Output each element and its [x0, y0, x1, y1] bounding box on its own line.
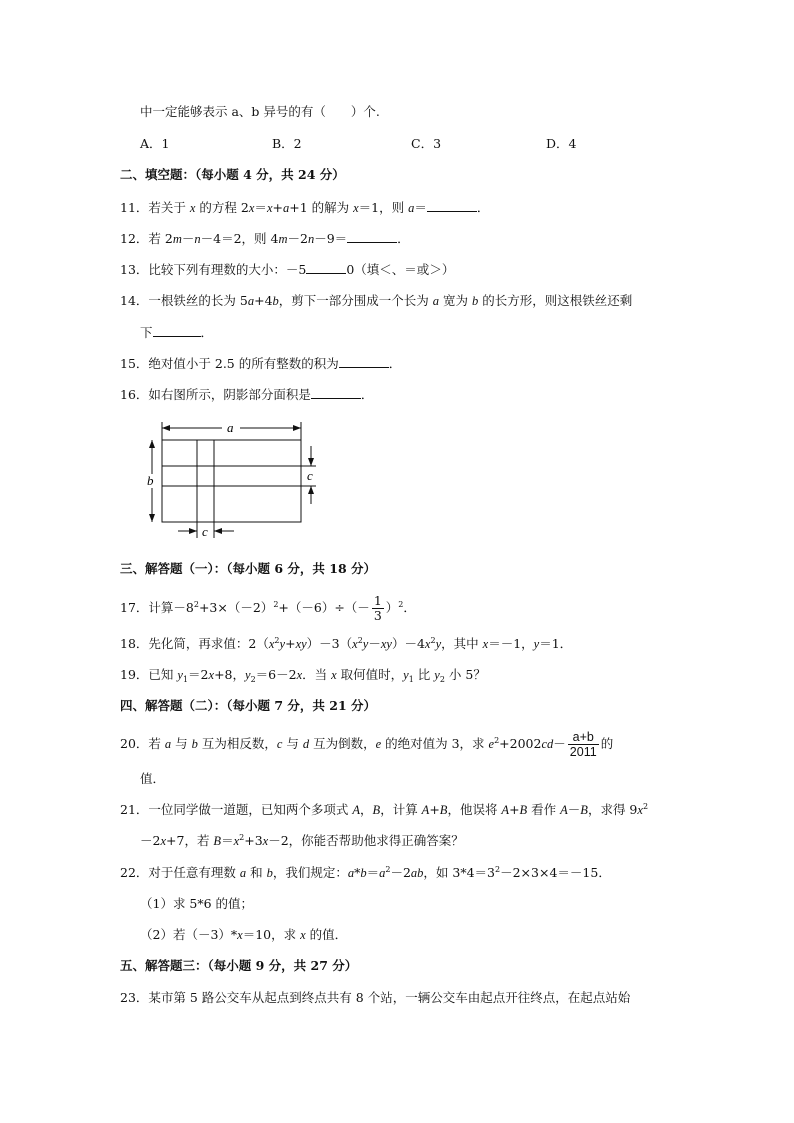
label-c-right: c — [307, 468, 313, 483]
q10-stem-tail: 中一定能够表示 a、b 异号的有（ ）个. — [140, 104, 380, 119]
answer-blank — [306, 261, 346, 274]
question-12: 12．若 2m－n－4＝2，则 4m－2n－9＝ ． — [120, 231, 410, 246]
q10-option-d: D．4 — [546, 136, 577, 151]
question-17: 17．计算$-8^2+3\times(-2)^2+(-6)\div(-$ $\frac{1}{3}$ ）$^2$． — [120, 593, 416, 623]
label-a: a — [227, 420, 234, 435]
question-18: 18．先化简，再求值：$2(x^2y+xy)-3(x^2y-xy)-4x^2y$，其中 x＝－1，y＝1． — [120, 636, 573, 651]
fraction-one-third: $\frac{1}{3}$ — [373, 593, 382, 623]
answer-blank — [347, 230, 397, 243]
question-15: 15．绝对值小于 2.5 的所有整数的积为 ． — [120, 356, 402, 371]
question-14: 14．一根铁丝的长为 5a+4b，剪下一部分围成一个长为 a 宽为 b 的长方形，则这根铁丝还剩 — [120, 293, 633, 308]
question-22-part-2: （2）若（－3）*x＝10，求 x 的值． — [140, 927, 348, 942]
answer-blank — [311, 386, 361, 399]
section-5-title: 五、解答题三：（每小题 9 分，共 27 分） — [120, 958, 358, 973]
question-20: 20．若 a 与 b 互为相反数，c 与 d 互为倒数，e 的绝对值为 3，求 $e^2+2002cd-$ $\frac{a+b}{2011}$ 的 — [120, 730, 614, 759]
label-b: b — [147, 473, 154, 488]
question-13: 13．比较下列有理数的大小：－5 0（填＜、＝或＞） — [120, 262, 455, 277]
q10-option-b: B．2 — [272, 136, 302, 151]
rectangle-figure — [140, 412, 340, 542]
section-3-title: 三、解答题（一）：（每小题 6 分，共 18 分） — [120, 561, 377, 576]
section-2-title: 二、填空题：（每小题 4 分，共 24 分） — [120, 167, 345, 182]
question-21: 21．一位同学做一道题，已知两个多项式 A，B，计算 A+B，他误将 A+B 看作 A－B，求得 $9x^2$ — [120, 802, 649, 817]
outer-rectangle — [162, 440, 301, 522]
question-23: 23．某市第 5 路公交车从起点到终点共有 8 个站，一辆公交车由起点开往终点，在起点站始 — [120, 990, 631, 1005]
fraction-a-plus-b-over-2011: $\frac{a+b}{2011}$ — [569, 730, 597, 759]
answer-blank — [339, 355, 389, 368]
q10-option-a: A．1 — [140, 136, 170, 151]
question-14-cont: 下 ． — [140, 325, 214, 340]
question-22: 22．对于任意有理数 a 和 b，我们规定：$a*b=a^2-2ab$，如 $3*4=3^2-2\times 3\times 4=-15$． — [120, 865, 611, 880]
answer-blank — [153, 324, 201, 337]
label-c-bottom: c — [202, 524, 208, 539]
question-11: 11．若关于 x 的方程 2x＝x+a+1 的解为 x＝1，则 a＝ ． — [120, 200, 490, 215]
answer-blank — [427, 199, 477, 212]
question-16: 16．如右图所示，阴影部分面积是 ． — [120, 387, 374, 402]
question-20-cont: 值． — [140, 771, 166, 786]
q10-option-c: C．3 — [411, 136, 442, 151]
question-22-part-1: （1）求 5*6 的值； — [140, 896, 254, 911]
question-21-cont: －2x+7，若 $B=x^2+3x-2$，你能否帮助他求得正确答案？ — [140, 833, 464, 848]
question-19: 19．已知 $y_1=2x+8$，$y_2=6-2x$．当 x 取何值时，$y_1$ 比 $y_2$ 小 5？ — [120, 667, 486, 684]
section-4-title: 四、解答题（二）：（每小题 7 分，共 21 分） — [120, 698, 377, 713]
